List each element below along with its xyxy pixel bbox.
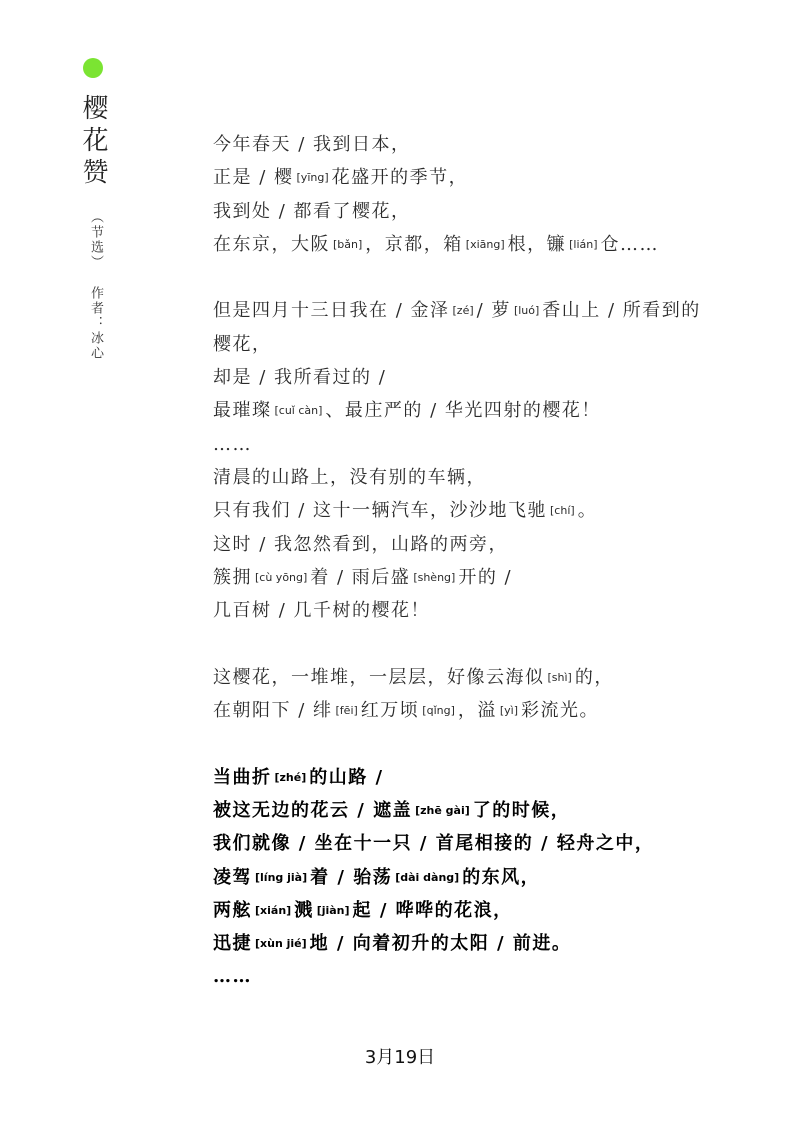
poem-line [213, 161, 733, 194]
poem-line [213, 827, 733, 860]
line-text: 今年春天 / 我到日本， [213, 134, 411, 155]
pinyin-annotation: [zhē gài] [415, 803, 470, 817]
poem-line [213, 694, 733, 727]
line-text: 清晨的山路上，没有别的车辆， [213, 466, 486, 488]
line-text: 几百树 / 几千树的樱花！ [213, 600, 431, 622]
line-text: 。 [577, 500, 598, 522]
poem-line [213, 461, 733, 494]
line-text: 根，镰 [507, 233, 567, 255]
poem-subtitle: （节选） [88, 210, 103, 270]
poem-line [213, 128, 733, 161]
pinyin-annotation: [yì] [499, 704, 519, 718]
stanza-gap [213, 727, 733, 760]
poem-line [213, 195, 733, 228]
line-text: 但是四月十三日我在 / 金泽 [213, 300, 450, 322]
line-text: ，京都，箱 [365, 233, 463, 255]
line-text: 的东风， [462, 866, 541, 888]
poem-title: 樱花赞 [78, 94, 108, 190]
pinyin-annotation: [cuǐ càn] [274, 404, 323, 418]
line-text: 簇拥 [213, 566, 252, 588]
line-text: 溅 [294, 899, 314, 921]
pinyin-annotation: [cù yōng] [255, 570, 308, 584]
line-text: 着 / 骀荡 [310, 866, 393, 888]
line-text: 当曲折 [213, 766, 272, 788]
stanza-gap [213, 261, 733, 294]
pinyin-annotation: [jiàn] [316, 903, 350, 917]
poem-line [213, 428, 733, 461]
line-text: 着 / 雨后盛 [310, 566, 411, 588]
line-text: 起 / 哗哗的花浪， [352, 899, 513, 921]
line-text: 的山路 / [309, 766, 384, 788]
line-text: 我到处 / 都看了樱花， [213, 200, 411, 222]
pinyin-annotation: [bǎn] [333, 237, 363, 251]
line-text: 仓…… [600, 233, 660, 255]
poem-line [213, 960, 733, 993]
poem-line [213, 761, 733, 794]
pinyin-annotation: [xiāng] [465, 237, 505, 251]
poem-line [213, 394, 733, 427]
poem-line [213, 294, 733, 327]
poem-line [213, 594, 733, 627]
pinyin-annotation: [zhé] [274, 770, 307, 784]
poem-line [213, 661, 733, 694]
line-text: 这时 / 我忽然看到，山路的两旁， [213, 533, 509, 555]
poem-body [213, 128, 733, 994]
poem-author: 作者：冰心 [88, 286, 103, 361]
line-text: 香山上 / 所看到的 [542, 300, 701, 322]
line-text: …… [213, 966, 252, 988]
pinyin-annotation: [chí] [550, 504, 575, 518]
line-text: 被这无边的花云 / 遮盖 [213, 799, 413, 821]
line-text: 两舷 [213, 899, 252, 921]
poem-line [213, 927, 733, 960]
pinyin-annotation: [xùn jié] [255, 937, 307, 951]
poem-line [213, 361, 733, 394]
line-text: 樱花， [213, 333, 272, 355]
poem-line [213, 328, 733, 361]
line-text: 迅捷 [213, 933, 252, 955]
line-text: 正是 / 樱 [213, 167, 294, 189]
line-text: 只有我们 / 这十一辆汽车，沙沙地飞驰 [213, 500, 548, 522]
pinyin-annotation: [fēi] [335, 704, 358, 718]
green-dot-icon [83, 58, 103, 78]
line-text: ，溢 [457, 700, 497, 722]
pinyin-annotation: [xián] [255, 903, 292, 917]
poem-line [213, 794, 733, 827]
line-text: 凌驾 [213, 866, 252, 888]
poem-date: 3月19日 [364, 1047, 436, 1068]
line-text: 花盛开的季节， [331, 167, 469, 189]
line-text: 红万顷 [360, 700, 420, 722]
pinyin-annotation: [dài dàng] [395, 870, 460, 884]
line-text: 这樱花，一堆堆，一层层，好像云海似 [213, 666, 545, 688]
line-text: 却是 / 我所看过的 / [213, 367, 387, 389]
line-text: 在东京，大阪 [213, 233, 330, 255]
line-text: / 萝 [476, 300, 511, 322]
line-text: 在朝阳下 / 绯 [213, 700, 333, 722]
line-text: 我们就像 / 坐在十一只 / 首尾相接的 / 轻舟之中， [213, 833, 655, 855]
pinyin-annotation: [lián] [569, 237, 598, 251]
pinyin-annotation: [shèng] [413, 570, 456, 584]
line-text: 了的时候， [472, 799, 571, 821]
line-text: 、最庄严的 / 华光四射的樱花！ [325, 400, 601, 422]
poem-line [213, 494, 733, 527]
poem-line [213, 528, 733, 561]
line-text: 彩流光。 [521, 700, 600, 722]
poem-line [213, 894, 733, 927]
line-text: …… [213, 433, 252, 455]
line-text: 地 / 向着初升的太阳 / 前进。 [309, 933, 572, 955]
poem-line [213, 228, 733, 261]
pinyin-annotation: [qǐng] [422, 704, 455, 718]
pinyin-annotation: [shì] [547, 670, 572, 684]
poem-line [213, 561, 733, 594]
pinyin-annotation: [luó] [513, 304, 540, 318]
line-text: 的， [574, 666, 614, 688]
stanza-gap [213, 627, 733, 660]
pinyin-annotation: [zé] [452, 304, 474, 318]
pinyin-annotation: [líng jià] [255, 870, 308, 884]
pinyin-annotation: [yīng] [296, 171, 329, 185]
line-text: 最璀璨 [213, 400, 272, 422]
poem-line [213, 861, 733, 894]
line-text: 开的 / [458, 566, 513, 588]
